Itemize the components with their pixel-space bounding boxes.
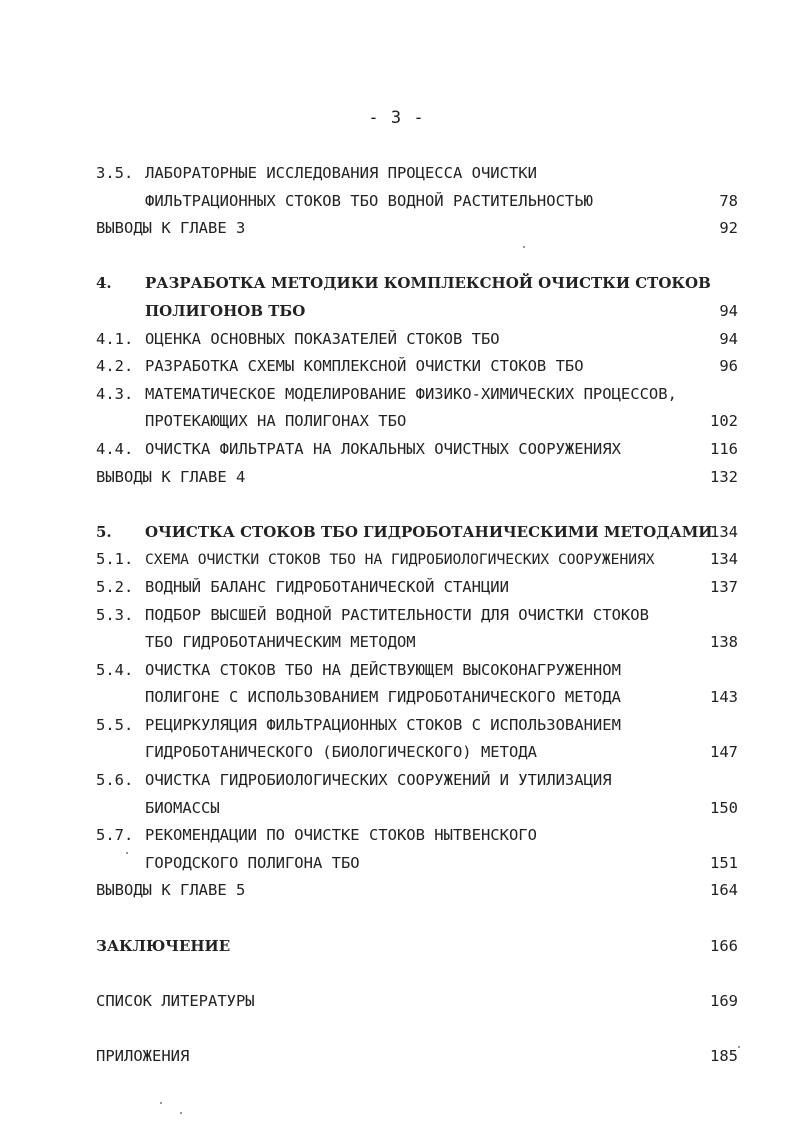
table-of-contents: [96, 160, 738, 1071]
toc-entry-title: ПОЛИГОНЕ С ИСПОЛЬЗОВАНИЕМ ГИДРОБОТАНИЧЕСКОГО МЕТОДА: [145, 688, 621, 707]
toc-entry-number: 5.7.: [96, 826, 134, 845]
toc-chapter-5: [96, 519, 738, 547]
toc-entry-number: 5.2.: [96, 577, 134, 596]
toc-entry-page: 169: [710, 991, 738, 1010]
toc-entry-number: 5.3.: [96, 605, 134, 624]
scan-speck: [738, 1046, 740, 1048]
toc-entry-number: 4.2.: [96, 357, 134, 376]
toc-entry-conclusions-ch5: [96, 877, 738, 905]
scan-speck: [180, 1112, 182, 1114]
toc-entry-number: 4.1.: [96, 329, 134, 348]
toc-entry-number: 5.: [96, 522, 112, 541]
toc-entry-3-5: [96, 160, 738, 188]
toc-entry-page: 78: [719, 191, 738, 210]
toc-entry-5-7: [96, 822, 738, 850]
toc-entry-page: 134: [710, 522, 738, 541]
toc-entry-title: ВОДНЫЙ БАЛАНС ГИДРОБОТАНИЧЕСКОЙ СТАНЦИИ: [145, 577, 509, 596]
toc-entry-page: 134: [710, 550, 738, 569]
toc-entry-page: 116: [710, 439, 738, 458]
toc-entry-5-6: [96, 767, 738, 795]
toc-entry-number: 5.5.: [96, 715, 134, 734]
toc-entry-4-3-cont: [96, 408, 738, 436]
toc-entry-page: 164: [710, 881, 738, 900]
toc-entry-references: [96, 988, 738, 1016]
toc-entry-title: РЕЦИРКУЛЯЦИЯ ФИЛЬТРАЦИОННЫХ СТОКОВ С ИСПОЛЬЗОВАНИЕМ: [145, 715, 621, 734]
toc-entry-5-4: [96, 657, 738, 685]
toc-entry-conclusion: [96, 933, 738, 961]
toc-entry-4-3: [96, 381, 738, 409]
toc-entry-number: 4.: [96, 274, 112, 293]
toc-entry-5-2: [96, 574, 738, 602]
scan-speck: [126, 852, 128, 854]
toc-entry-number: 3.5.: [96, 164, 134, 182]
toc-entry-title: РЕКОМЕНДАЦИИ ПО ОЧИСТКЕ СТОКОВ НЫТВЕНСКОГО: [145, 826, 537, 845]
toc-entry-page: 102: [710, 412, 738, 431]
toc-entry-conclusions-ch4: [96, 464, 738, 492]
toc-entry-number: 5.1.: [96, 550, 134, 569]
toc-entry-number: 4.4.: [96, 439, 134, 458]
toc-entry-title: ВЫВОДЫ К ГЛАВЕ 4: [96, 467, 246, 486]
toc-entry-page: 137: [710, 577, 738, 596]
toc-entry-page: 143: [710, 688, 738, 707]
toc-entry-title: СПИСОК ЛИТЕРАТУРЫ: [96, 991, 255, 1010]
toc-entry-page: 185: [710, 1047, 738, 1065]
toc-entry-title: ВЫВОДЫ К ГЛАВЕ 3: [96, 219, 246, 238]
toc-entry-page: 132: [710, 467, 738, 486]
toc-entry-5-5-cont: [96, 739, 738, 767]
toc-entry-title: ПРИЛОЖЕНИЯ: [96, 1047, 190, 1065]
toc-entry-page: 96: [719, 357, 738, 376]
toc-chapter-4-cont: [96, 298, 738, 326]
toc-entry-5-7-cont: [96, 850, 738, 878]
toc-entry-5-1: [96, 546, 738, 574]
toc-entry-appendices: [96, 1043, 738, 1071]
page-number: - 3 -: [368, 108, 425, 128]
toc-entry-5-5: [96, 712, 738, 740]
toc-entry-title: ОЧИСТКА ФИЛЬТРАТА НА ЛОКАЛЬНЫХ ОЧИСТНЫХ СООРУЖЕНИЯХ: [145, 439, 621, 458]
toc-entry-5-6-cont: [96, 795, 738, 823]
toc-entry-4-2: [96, 353, 738, 381]
toc-entry-3-5-cont: [96, 188, 738, 216]
toc-entry-title: ОЦЕНКА ОСНОВНЫХ ПОКАЗАТЕЛЕЙ СТОКОВ ТБО: [145, 329, 500, 348]
toc-entry-4-4: [96, 436, 738, 464]
toc-chapter-4: [96, 270, 738, 298]
toc-entry-title: СХЕМА ОЧИСТКИ СТОКОВ ТБО НА ГИДРОБИОЛОГИЧЕСКИХ СООРУЖЕНИЯХ: [145, 551, 655, 569]
toc-entry-page: 138: [710, 633, 738, 652]
scan-speck: [523, 246, 525, 248]
toc-entry-conclusions-ch3: [96, 215, 738, 243]
toc-entry-number: 4.3.: [96, 384, 134, 403]
scan-speck: [160, 1102, 162, 1104]
toc-entry-title: БИОМАССЫ: [145, 798, 220, 817]
toc-entry-page: 166: [710, 936, 738, 955]
toc-entry-page: 147: [710, 743, 738, 762]
toc-entry-number: 5.4.: [96, 660, 134, 679]
toc-entry-4-1: [96, 326, 738, 354]
toc-entry-page: 151: [710, 853, 738, 872]
toc-entry-number: 5.6.: [96, 771, 134, 790]
toc-entry-title: РАЗРАБОТКА МЕТОДИКИ КОМПЛЕКСНОЙ ОЧИСТКИ СТОКОВ: [145, 274, 711, 293]
toc-entry-title: МАТЕМАТИЧЕСКОЕ МОДЕЛИРОВАНИЕ ФИЗИКО-ХИМИЧЕСКИХ ПРОЦЕССОВ,: [145, 384, 677, 403]
toc-entry-title: ПРОТЕКАЮЩИХ НА ПОЛИГОНАХ ТБО: [145, 412, 407, 431]
toc-entry-title: ПОДБОР ВЫСШЕЙ ВОДНОЙ РАСТИТЕЛЬНОСТИ ДЛЯ ОЧИСТКИ СТОКОВ: [145, 605, 649, 624]
toc-entry-page: 94: [719, 301, 738, 320]
toc-entry-title: РАЗРАБОТКА СХЕМЫ КОМПЛЕКСНОЙ ОЧИСТКИ СТОКОВ ТБО: [145, 357, 584, 376]
toc-entry-5-3: [96, 602, 738, 630]
toc-entry-title: ТБО ГИДРОБОТАНИЧЕСКИМ МЕТОДОМ: [145, 633, 416, 652]
toc-entry-title: ГОРОДСКОГО ПОЛИГОНА ТБО: [145, 853, 360, 872]
toc-entry-title: ЗАКЛЮЧЕНИЕ: [96, 936, 231, 955]
toc-entry-5-4-cont: [96, 684, 738, 712]
toc-entry-title: ГИДРОБОТАНИЧЕСКОГО (БИОЛОГИЧЕСКОГО) МЕТОДА: [145, 743, 537, 762]
toc-entry-title: ФИЛЬТРАЦИОННЫХ СТОКОВ ТБО ВОДНОЙ РАСТИТЕЛЬНОСТЬЮ: [145, 191, 593, 210]
toc-entry-title: ОЧИСТКА СТОКОВ ТБО ГИДРОБОТАНИЧЕСКИМИ МЕТОДАМИ: [145, 522, 713, 541]
toc-entry-page: 150: [710, 798, 738, 817]
toc-entry-title: ОЧИСТКА СТОКОВ ТБО НА ДЕЙСТВУЮЩЕМ ВЫСОКОНАГРУЖЕННОМ: [145, 660, 621, 679]
toc-entry-page: 94: [719, 329, 738, 348]
toc-entry-title: ВЫВОДЫ К ГЛАВЕ 5: [96, 881, 246, 900]
toc-entry-title: ЛАБОРАТОРНЫЕ ИССЛЕДОВАНИЯ ПРОЦЕССА ОЧИСТКИ: [145, 164, 537, 182]
toc-entry-5-3-cont: [96, 629, 738, 657]
toc-entry-page: 92: [719, 219, 738, 238]
toc-entry-title: ОЧИСТКА ГИДРОБИОЛОГИЧЕСКИХ СООРУЖЕНИЙ И УТИЛИЗАЦИЯ: [145, 771, 612, 790]
toc-entry-title: ПОЛИГОНОВ ТБО: [145, 301, 306, 320]
